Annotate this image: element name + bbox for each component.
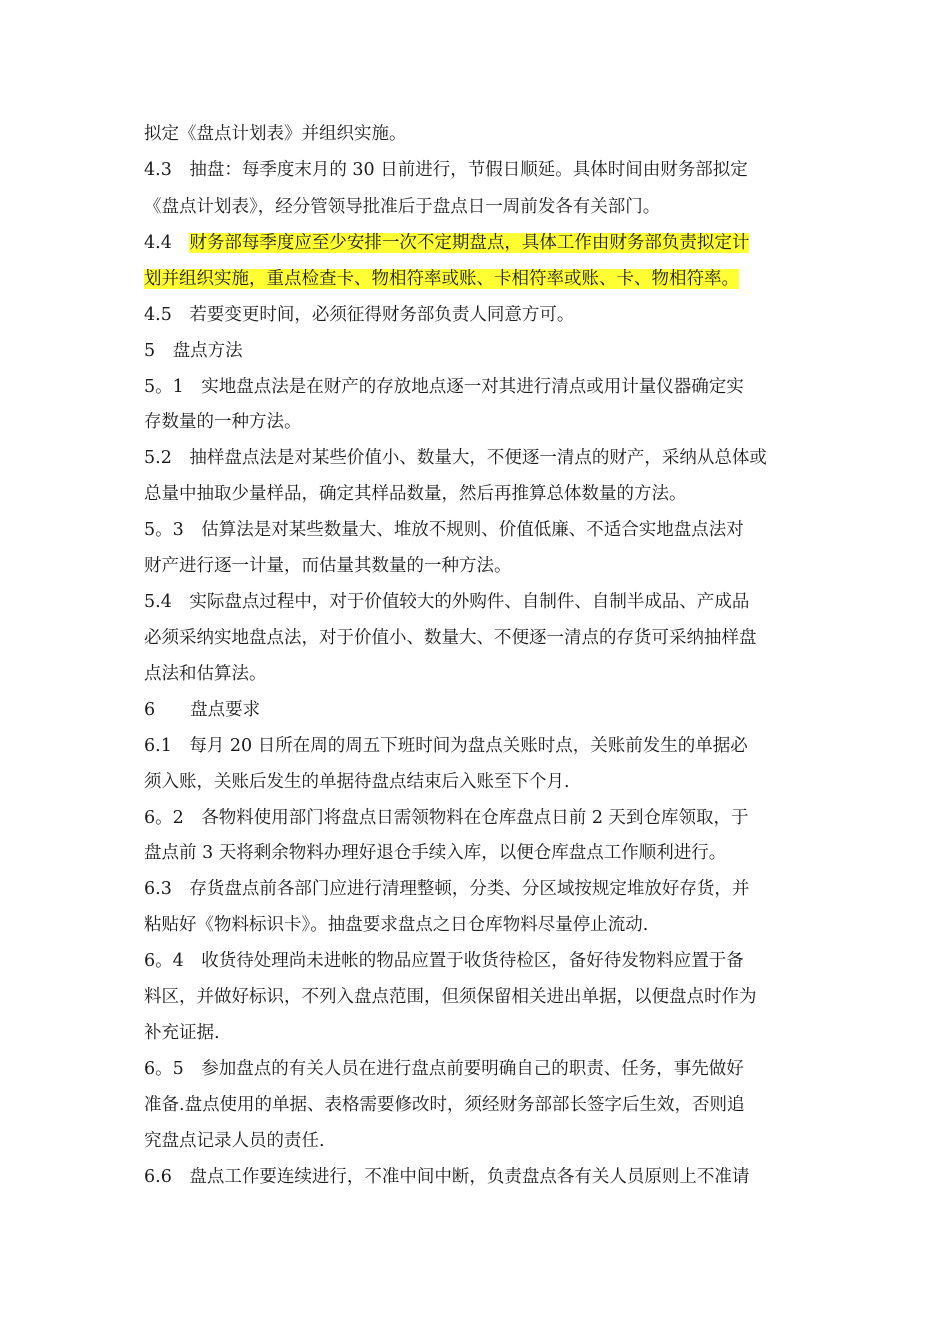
highlighted-text-line — [144, 262, 814, 296]
text-line: 盘点前 3 天将剩余物料办理好退仓手续入库，以便仓库盘点工作顺利进行。 — [144, 843, 727, 863]
text-line: 6。4 收货待处理尚未进帐的物品应置于收货待检区，备好待发物料应置于备 — [144, 951, 744, 971]
text-line: 6.6 盘点工作要连续进行，不准中间中断，负责盘点各有关人员原则上不准请 — [144, 1167, 750, 1187]
text-line: 6.1 每月 20 日所在周的周五下班时间为盘点关账时点，关账前发生的单据必 — [144, 736, 748, 756]
text-line: 粘贴好《物料标识卡》。抽盘要求盘点之日仓库物料尽量停止流动. — [144, 915, 649, 935]
section-number: 4.4 — [144, 233, 190, 253]
text-line: 究盘点记录人员的责任. — [144, 1131, 325, 1151]
highlighted-text: 划并组织实施，重点检查卡、物相符率或账、卡相符率或账、卡、物相符率。 — [144, 269, 739, 289]
text-line: 6。2 各物料使用部门将盘点日需领物料在仓库盘点日前 2 天到仓库领取，于 — [144, 808, 749, 828]
text-line: 必须采纳实地盘点法，对于价值小、数量大、不便逐一清点的存货可采纳抽样盘 — [144, 628, 757, 648]
text-line: 5.2 抽样盘点法是对某些价值小、数量大，不便逐一清点的财产，采纳从总体或 — [144, 448, 767, 468]
text-line: 4.5 若要变更时间，必须征得财务部负责人同意方可。 — [144, 305, 575, 325]
text-line: 准备.盘点使用的单据、表格需要修改时，须经财务部部长签字后生效，否则追 — [144, 1095, 745, 1115]
section-heading: 6 盘点要求 — [144, 700, 261, 720]
text-line: 存数量的一种方法。 — [144, 412, 302, 432]
text-line: 6。5 参加盘点的有关人员在进行盘点前要明确自己的职责、任务，事先做好 — [144, 1059, 744, 1079]
highlighted-text: 财务部每季度应至少安排一次不定期盘点，具体工作由财务部负责拟定计 — [189, 233, 750, 253]
text-line: 补充证据. — [144, 1023, 220, 1043]
text-line: 点法和估算法。 — [144, 664, 267, 684]
text-line: 5.4 实际盘点过程中，对于价值较大的外购件、自制件、自制半成品、产成品 — [144, 592, 750, 612]
text-line: 须入账，关账后发生的单据待盘点结束后入账至下个月. — [144, 772, 570, 792]
text-line: 拟定《盘点计划表》并组织实施。 — [144, 124, 407, 144]
text-line: 5。3 估算法是对某些数量大、堆放不规则、价值低廉、不适合实地盘点法对 — [144, 520, 744, 540]
text-line: 总量中抽取少量样品，确定其样品数量，然后再推算总体数量的方法。 — [144, 484, 687, 504]
section-heading: 5 盘点方法 — [144, 341, 243, 361]
text-line: 4.3 抽盘：每季度末月的 30 日前进行，节假日顺延。具体时间由财务部拟定 — [144, 160, 748, 180]
text-line: 《盘点计划表》，经分管领导批准后于盘点日一周前发各有关部门。 — [144, 197, 661, 217]
highlighted-text-line — [144, 226, 814, 260]
text-line: 5。1 实地盘点法是在财产的存放地点逐一对其进行清点或用计量仪器确定实 — [144, 377, 744, 397]
text-line: 财产进行逐一计量，而估量其数量的一种方法。 — [144, 556, 512, 576]
text-line: 6.3 存货盘点前各部门应进行清理整顿，分类、分区域按规定堆放好存货，并 — [144, 879, 750, 899]
text-line: 料区，并做好标识，不列入盘点范围，但须保留相关进出单据，以便盘点时作为 — [144, 987, 757, 1007]
